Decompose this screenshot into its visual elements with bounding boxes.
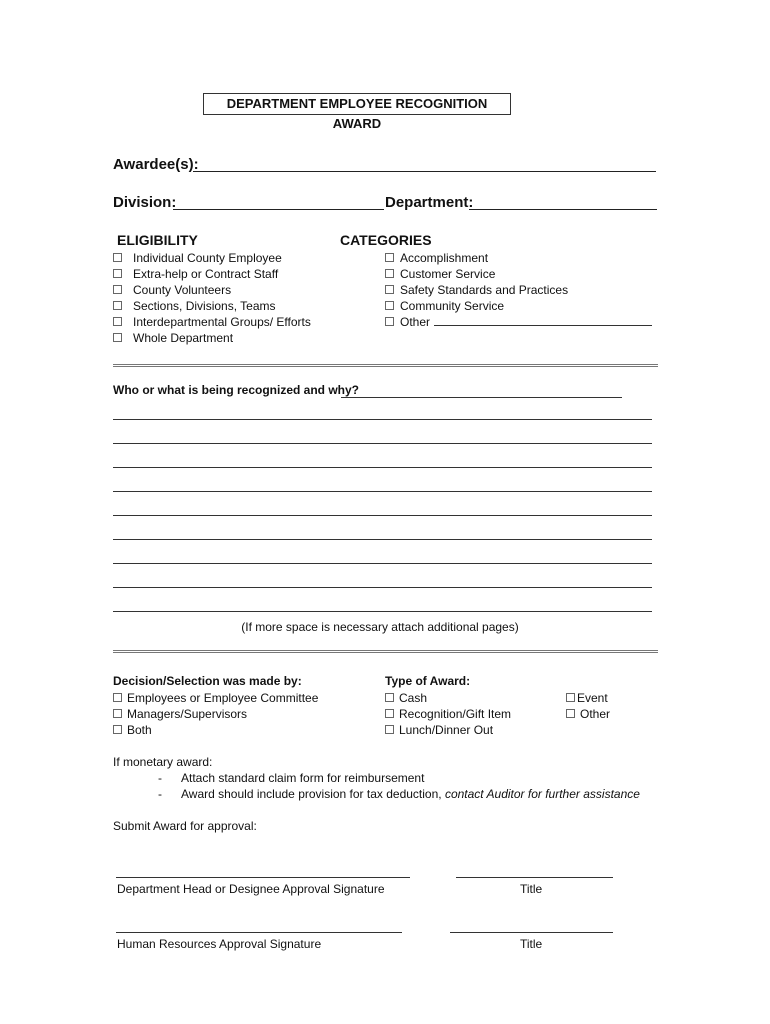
dept-head-title-field[interactable]: [456, 877, 613, 878]
decision-option[interactable]: Managers/Supervisors: [113, 706, 318, 722]
response-line[interactable]: [113, 611, 652, 612]
eligibility-option[interactable]: Individual County Employee: [113, 250, 311, 266]
monetary-bullet-2: Award should include provision for tax deduction, contact Auditor for further assistance: [181, 787, 640, 801]
hr-title-label: Title: [520, 937, 543, 951]
award-type-option[interactable]: Event: [566, 690, 610, 706]
award-type-list: [385, 690, 511, 738]
response-line[interactable]: [113, 443, 652, 444]
checkbox-icon[interactable]: [385, 253, 394, 262]
award-type-option[interactable]: Recognition/Gift Item: [385, 706, 511, 722]
response-line[interactable]: [113, 515, 652, 516]
other-category-field[interactable]: [434, 315, 652, 326]
submit-label: Submit Award for approval:: [113, 819, 257, 833]
more-space-note: (If more space is necessary attach additional pages): [241, 620, 519, 634]
checkbox-icon[interactable]: [385, 693, 394, 702]
checkbox-icon[interactable]: [113, 317, 122, 326]
division-field[interactable]: [173, 209, 384, 210]
checkbox-icon[interactable]: [385, 285, 394, 294]
form-title: DEPARTMENT EMPLOYEE RECOGNITION AWARD: [203, 93, 511, 115]
award-type-option[interactable]: Other: [566, 706, 610, 722]
eligibility-option[interactable]: Sections, Divisions, Teams: [113, 298, 311, 314]
decision-heading: Decision/Selection was made by:: [113, 674, 302, 688]
response-line[interactable]: [113, 467, 652, 468]
decision-list: [113, 690, 318, 738]
dept-head-signature-label: Department Head or Designee Approval Signature: [117, 882, 385, 896]
checkbox-icon[interactable]: [566, 693, 575, 702]
response-line[interactable]: [113, 419, 652, 420]
eligibility-list: [113, 250, 311, 346]
checkbox-icon[interactable]: [385, 317, 394, 326]
decision-option[interactable]: Both: [113, 722, 318, 738]
division-label: Division:: [113, 194, 177, 211]
checkbox-icon[interactable]: [113, 725, 122, 734]
eligibility-option[interactable]: Interdepartmental Groups/ Efforts: [113, 314, 311, 330]
recognized-prompt: Who or what is being recognized and why?: [113, 383, 360, 397]
category-option[interactable]: Safety Standards and Practices: [385, 282, 652, 298]
divider: [113, 364, 658, 367]
eligibility-option[interactable]: Extra-help or Contract Staff: [113, 266, 311, 282]
category-option[interactable]: Other: [385, 314, 652, 330]
recognized-field[interactable]: [341, 397, 622, 398]
bullet-dash: -: [158, 771, 162, 785]
categories-list: [385, 250, 652, 330]
monetary-intro: If monetary award:: [113, 755, 213, 769]
category-option[interactable]: Community Service: [385, 298, 652, 314]
hr-signature-label: Human Resources Approval Signature: [117, 937, 322, 951]
checkbox-icon[interactable]: [385, 269, 394, 278]
category-option[interactable]: Customer Service: [385, 266, 652, 282]
hr-title-field[interactable]: [450, 932, 613, 933]
response-line[interactable]: [113, 563, 652, 564]
response-line[interactable]: [113, 539, 652, 540]
award-type-list-right: [566, 690, 610, 722]
checkbox-icon[interactable]: [113, 333, 122, 342]
checkbox-icon[interactable]: [113, 285, 122, 294]
department-label: Department:: [385, 194, 474, 211]
monetary-bullet-1: Attach standard claim form for reimbursement: [181, 771, 425, 785]
award-type-option[interactable]: Lunch/Dinner Out: [385, 722, 511, 738]
eligibility-heading: ELIGIBILITY: [117, 232, 198, 248]
response-line[interactable]: [113, 587, 652, 588]
eligibility-option[interactable]: County Volunteers: [113, 282, 311, 298]
awardees-label: Awardee(s):: [113, 156, 199, 173]
checkbox-icon[interactable]: [385, 301, 394, 310]
divider: [113, 650, 658, 653]
award-type-heading: Type of Award:: [385, 674, 471, 688]
checkbox-icon[interactable]: [113, 253, 122, 262]
response-line[interactable]: [113, 491, 652, 492]
decision-option[interactable]: Employees or Employee Committee: [113, 690, 318, 706]
checkbox-icon[interactable]: [113, 301, 122, 310]
department-field[interactable]: [469, 209, 657, 210]
award-type-option[interactable]: Cash: [385, 690, 511, 706]
checkbox-icon[interactable]: [385, 725, 394, 734]
dept-head-title-label: Title: [520, 882, 543, 896]
category-option[interactable]: Accomplishment: [385, 250, 652, 266]
categories-heading: CATEGORIES: [340, 232, 432, 248]
checkbox-icon[interactable]: [113, 269, 122, 278]
checkbox-icon[interactable]: [385, 709, 394, 718]
checkbox-icon[interactable]: [113, 709, 122, 718]
hr-signature-field[interactable]: [116, 932, 402, 933]
bullet-dash: -: [158, 787, 162, 801]
eligibility-option[interactable]: Whole Department: [113, 330, 311, 346]
awardees-field[interactable]: [193, 171, 656, 172]
checkbox-icon[interactable]: [113, 693, 122, 702]
checkbox-icon[interactable]: [566, 709, 575, 718]
dept-head-signature-field[interactable]: [116, 877, 410, 878]
